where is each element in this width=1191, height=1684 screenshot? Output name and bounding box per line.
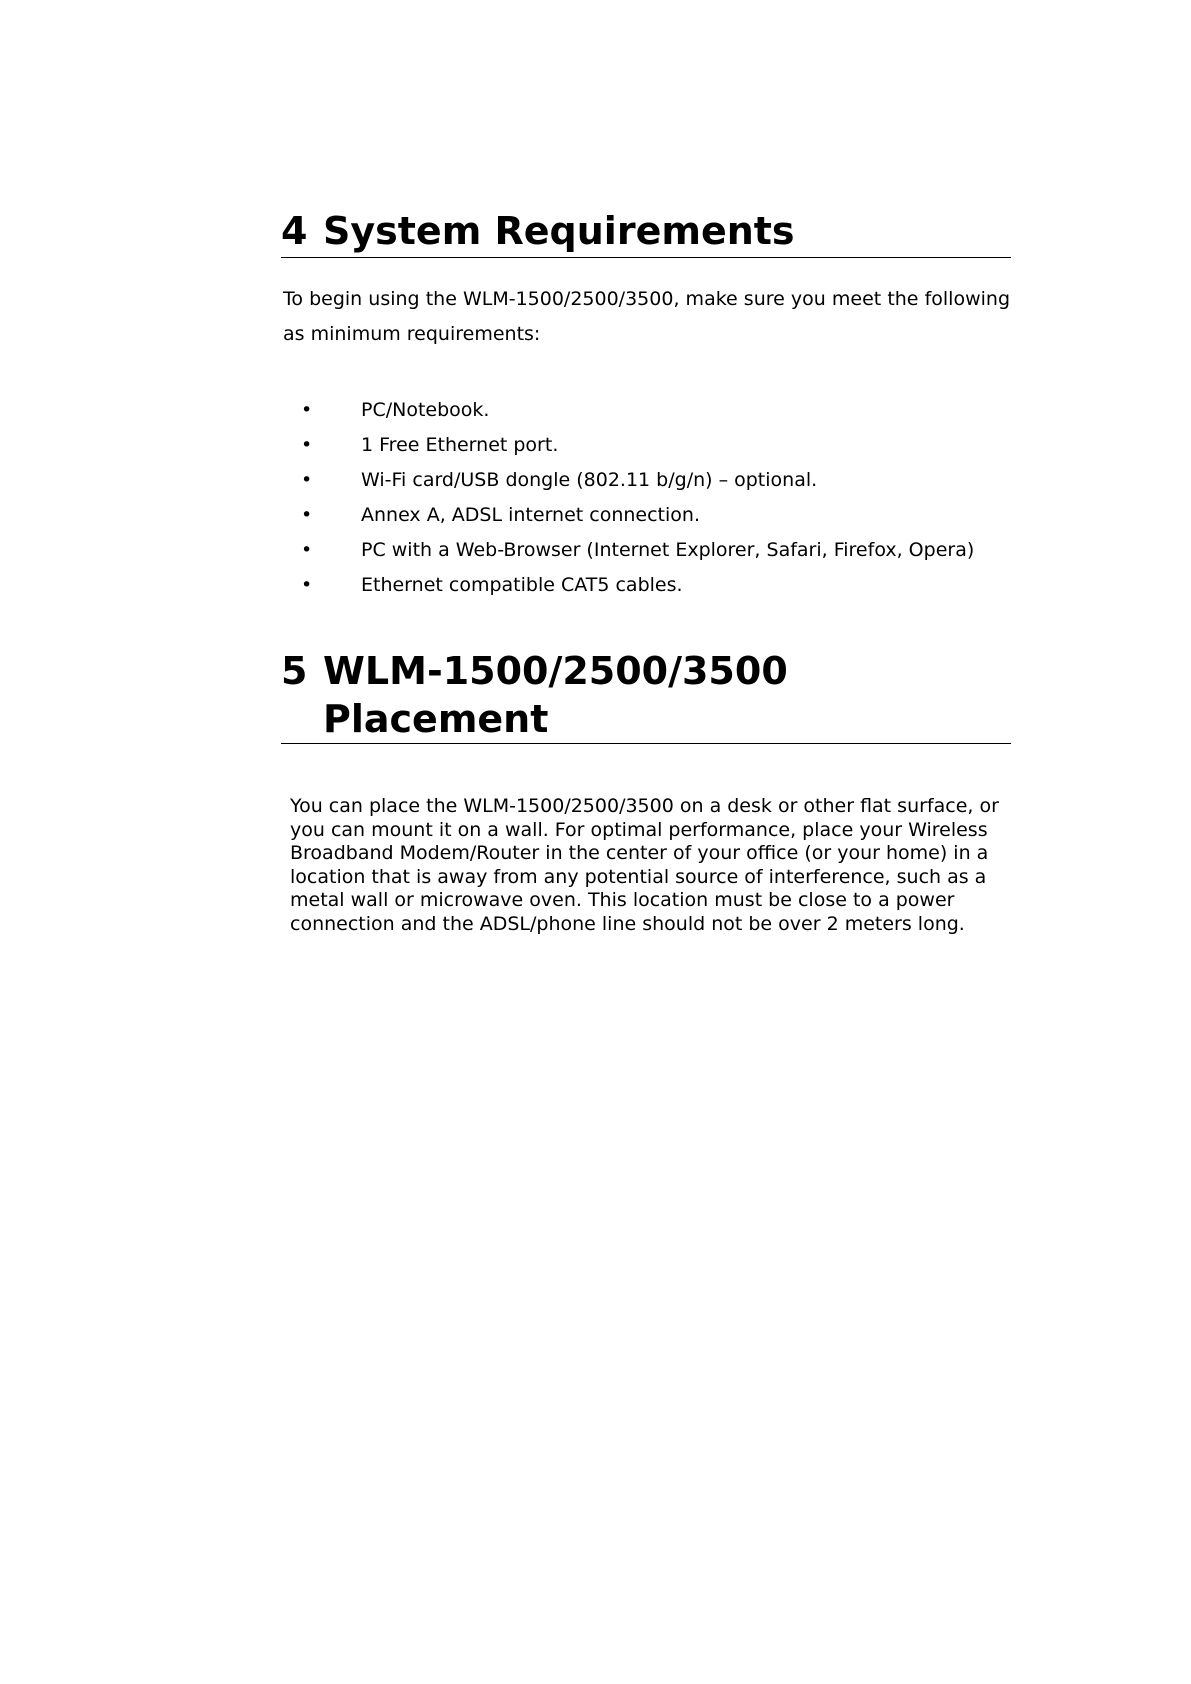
- requirements-list: [283, 393, 1010, 603]
- section-4-heading: [281, 207, 1011, 258]
- list-item-text: 1 Free Ethernet port.: [361, 434, 559, 456]
- bullet-icon: •: [301, 539, 313, 561]
- section-5-heading: [281, 647, 1011, 744]
- list-item-text: Ethernet compatible CAT5 cables.: [361, 574, 683, 596]
- bullet-icon: •: [301, 504, 313, 526]
- list-item-text: Annex A, ADSL internet connection.: [361, 504, 700, 526]
- section-5-number: 5: [281, 649, 308, 693]
- list-item: [283, 533, 1010, 568]
- bullet-icon: •: [301, 574, 313, 596]
- list-item: [283, 498, 1010, 533]
- section-4-number: 4: [281, 209, 308, 253]
- bullet-icon: •: [301, 434, 313, 456]
- section-4-intro: To begin using the WLM-1500/2500/3500, make sure you meet the following as minimum requirements:: [283, 288, 1010, 345]
- bullet-icon: •: [301, 399, 313, 421]
- list-item: [283, 463, 1010, 498]
- list-item-text: PC with a Web-Browser (Internet Explorer, Safari, Firefox, Opera): [361, 539, 975, 561]
- section-5-body: You can place the WLM-1500/2500/3500 on a desk or other flat surface, or you can mount it on a wall. For optimal performance, place your Wireless Broadband Modem/Router in the center of your office (or your home) in a location that is away from any potential source of interference, such as a metal wall or microwave oven. This location must be close to a power connection and the ADSL/phone line should not be over 2 meters long.: [290, 795, 999, 935]
- list-item-text: PC/Notebook.: [361, 399, 490, 421]
- list-item: [283, 568, 1010, 603]
- list-item: [283, 428, 1010, 463]
- section-5-title-line1: WLM-1500/2500/3500: [323, 649, 788, 693]
- list-item: [283, 393, 1010, 428]
- bullet-icon: •: [301, 469, 313, 491]
- section-4-title: System Requirements: [323, 209, 795, 253]
- list-item-text: Wi-Fi card/USB dongle (802.11 b/g/n) – optional.: [361, 469, 818, 491]
- section-5-title-line2: Placement: [323, 697, 549, 741]
